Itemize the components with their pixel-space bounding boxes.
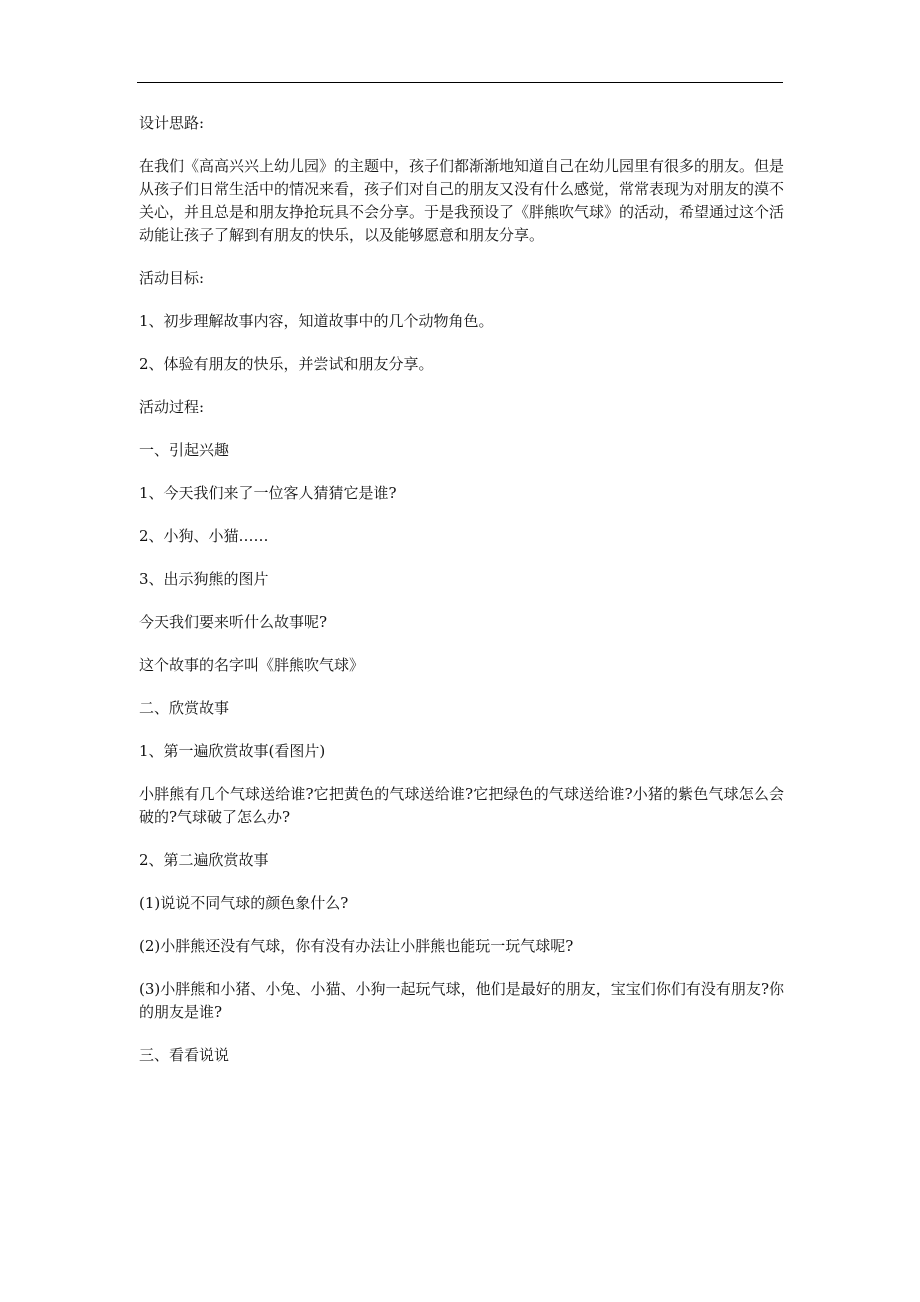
step-item: 3、出示狗熊的图片 <box>139 570 269 588</box>
step-item: 2、小狗、小猫…… <box>139 527 269 545</box>
step-subitem: (2)小胖熊还没有气球，你有没有办法让小胖熊也能玩一玩气球呢? <box>139 937 574 955</box>
step-item: 2、第二遍欣赏故事 <box>139 851 269 869</box>
step-heading-arouse-interest: 一、引起兴趣 <box>139 441 230 459</box>
step-questions: 小胖熊有几个气球送给谁?它把黄色的气球送给谁?它把绿色的气球送给谁?小猪的紫色气球怎么会破的?气球破了怎么办? <box>139 785 784 826</box>
section-heading-activity-goals: 活动目标: <box>139 269 205 287</box>
step-text: 这个故事的名字叫《胖熊吹气球》 <box>139 656 365 674</box>
step-item: 1、今天我们来了一位客人猜猜它是谁? <box>139 484 397 502</box>
step-subitem: (1)说说不同气球的颜色象什么? <box>139 894 349 912</box>
step-heading-look-and-say: 三、看看说说 <box>139 1046 230 1064</box>
section-heading-activity-process: 活动过程: <box>139 398 205 416</box>
step-subitem: (3)小胖熊和小猪、小兔、小猫、小狗一起玩气球，他们是最好的朋友，宝宝们你们有没有朋友?你的朋友是谁? <box>139 980 784 1021</box>
goal-item-2: 2、体验有朋友的快乐，并尝试和朋友分享。 <box>139 355 434 373</box>
step-text: 今天我们要来听什么故事呢? <box>139 613 328 631</box>
design-idea-paragraph: 在我们《高高兴兴上幼儿园》的主题中，孩子们都渐渐地知道自己在幼儿园里有很多的朋友。但是从孩子们日常生活中的情况来看，孩子们对自己的朋友又没有什么感觉，常常表现为对朋友的漠不关心，并且总是和朋友挣抢玩具不会分享。于是我预设了《胖熊吹气球》的活动，希望通过这个活动能让孩子了解到有朋友的快乐，以及能够愿意和朋友分享。 <box>139 157 785 244</box>
header-rule <box>137 82 783 83</box>
document-body <box>139 112 784 1087</box>
step-item: 1、第一遍欣赏故事(看图片) <box>139 742 326 760</box>
section-heading-design-idea: 设计思路: <box>139 114 205 132</box>
goal-item-1: 1、初步理解故事内容，知道故事中的几个动物角色。 <box>139 312 494 330</box>
step-heading-appreciate-story: 二、欣赏故事 <box>139 699 230 717</box>
